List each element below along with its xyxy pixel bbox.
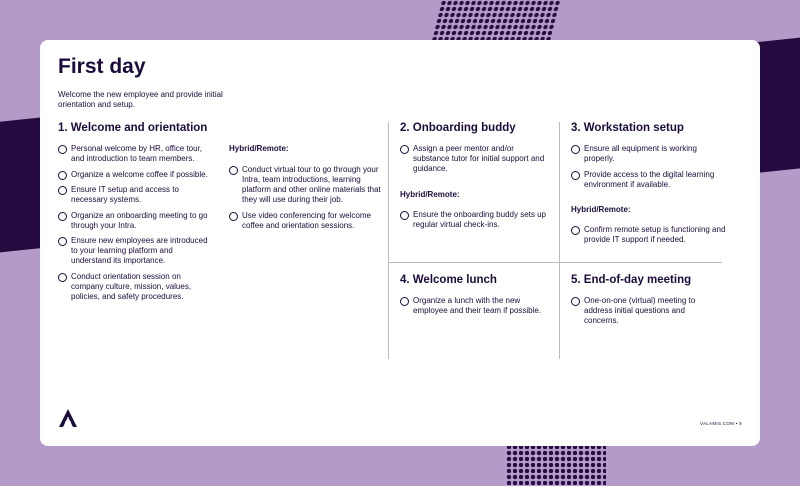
circle-bullet-icon [229, 166, 238, 175]
intro-text: Welcome the new employee and provide initial orientation and setup. [58, 90, 223, 109]
section-eod-heading: 5. End-of-day meeting [571, 274, 692, 286]
list-item: Organize a lunch with the new employee and their team if possible. [400, 296, 555, 316]
list-item: Confirm remote setup is functioning and provide IT support if needed. [571, 225, 726, 245]
circle-bullet-icon [400, 297, 409, 306]
dot-pattern-top [431, 0, 561, 42]
lunch-list [400, 296, 555, 322]
list-item: Organize a welcome coffee if possible. [58, 170, 208, 180]
column-divider [559, 122, 560, 359]
buddy-list [400, 144, 550, 180]
workstation-remote-list [571, 225, 726, 251]
column-divider [388, 122, 389, 359]
welcome-remote-heading: Hybrid/Remote: [229, 144, 289, 153]
circle-bullet-icon [58, 171, 67, 180]
workstation-remote-heading: Hybrid/Remote: [571, 205, 631, 214]
welcome-list [58, 144, 208, 307]
circle-bullet-icon [58, 237, 67, 246]
circle-bullet-icon [400, 211, 409, 220]
circle-bullet-icon [58, 273, 67, 282]
list-item: Organize an onboarding meeting to go through your Intra. [58, 211, 208, 231]
list-item: Ensure the onboarding buddy sets up regular virtual check-ins. [400, 210, 550, 230]
circle-bullet-icon [571, 297, 580, 306]
dot-pattern-bottom [506, 444, 606, 486]
list-item: Ensure new employees are introduced to your learning platform and understand its importance. [58, 236, 208, 266]
footer-page-number: VALAMIS.COM • 9 [699, 421, 742, 426]
section-buddy-heading: 2. Onboarding buddy [400, 122, 516, 134]
eod-list [571, 296, 711, 332]
workstation-list [571, 144, 726, 195]
content-card [40, 40, 760, 446]
circle-bullet-icon [571, 145, 580, 154]
page-title: First day [58, 55, 146, 78]
welcome-remote-list [229, 165, 384, 236]
circle-bullet-icon [229, 212, 238, 221]
buddy-remote-list [400, 210, 550, 236]
circle-bullet-icon [400, 145, 409, 154]
circle-bullet-icon [58, 186, 67, 195]
list-item: Ensure IT setup and access to necessary systems. [58, 185, 208, 205]
list-item: Conduct virtual tour to go through your Intra, team introductions, learning platform and other online materials that they will use during their job. [229, 165, 384, 205]
list-item: Ensure all equipment is working properly. [571, 144, 726, 164]
circle-bullet-icon [58, 145, 67, 154]
circle-bullet-icon [571, 226, 580, 235]
section-welcome-heading: 1. Welcome and orientation [58, 122, 208, 134]
circle-bullet-icon [58, 212, 67, 221]
list-item: Provide access to the digital learning environment if available. [571, 170, 726, 190]
valamis-logo-icon [58, 408, 78, 428]
list-item: Use video conferencing for welcome coffee and orientation sessions. [229, 211, 384, 231]
list-item: Assign a peer mentor and/or substance tutor for initial support and guidance. [400, 144, 550, 174]
circle-bullet-icon [571, 171, 580, 180]
buddy-remote-heading: Hybrid/Remote: [400, 190, 460, 199]
section-workstation-heading: 3. Workstation setup [571, 122, 684, 134]
list-item: One-on-one (virtual) meeting to address initial questions and concerns. [571, 296, 711, 326]
list-item: Personal welcome by HR, office tour, and introduction to team members. [58, 144, 208, 164]
row-divider [389, 262, 722, 263]
section-lunch-heading: 4. Welcome lunch [400, 274, 497, 286]
list-item: Conduct orientation session on company culture, mission, values, policies, and safety procedures. [58, 272, 208, 302]
